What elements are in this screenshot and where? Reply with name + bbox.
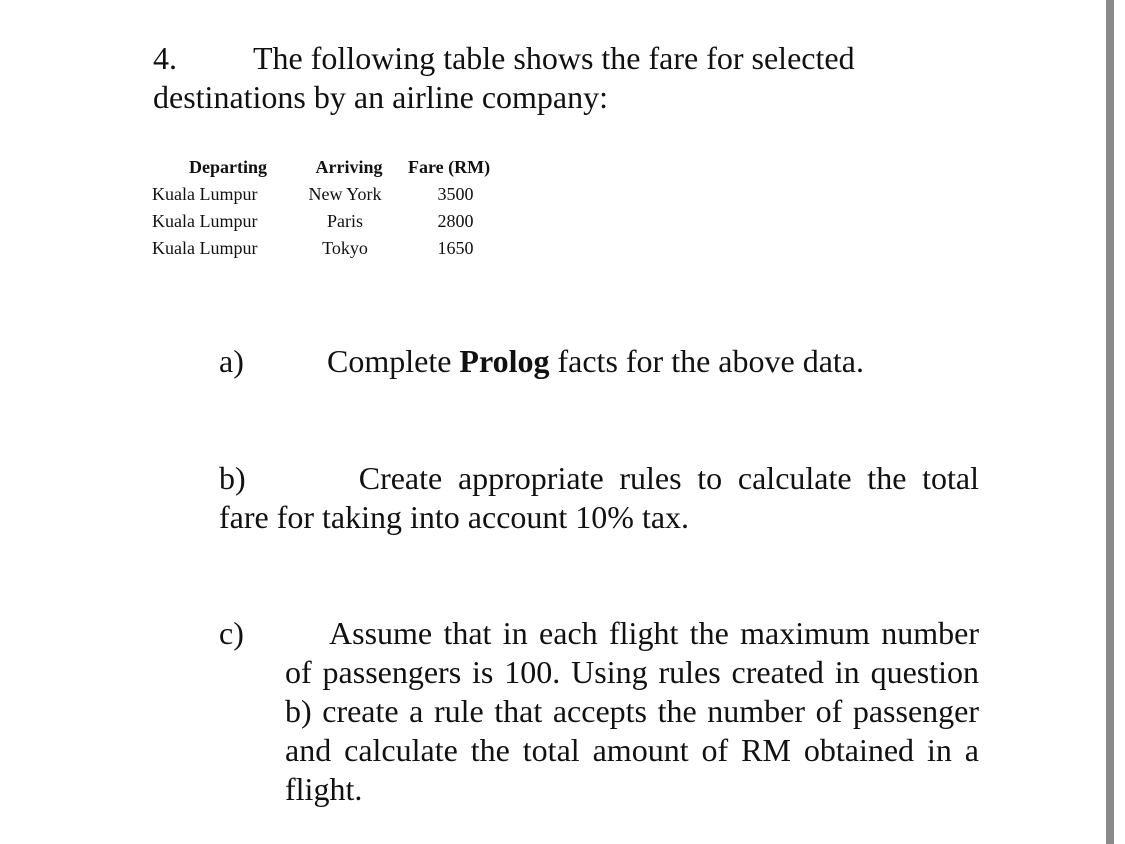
- cell-fare: 3500: [437, 184, 474, 204]
- question-intro-text-1: The following table shows the fare for selected: [253, 40, 855, 76]
- part-c-line4: and calculate the total amount of RM obtained in a: [285, 732, 979, 768]
- header-departing: Departing: [189, 156, 267, 177]
- part-b-word: the: [867, 460, 907, 496]
- table-row: [152, 208, 517, 235]
- part-a-text-after: facts for the above data.: [549, 343, 864, 379]
- fare-table-header-row: [152, 153, 517, 181]
- part-c-line5: flight.: [285, 771, 363, 807]
- header-arriving: Arriving: [315, 156, 383, 177]
- scrollbar-edge: [1106, 0, 1114, 844]
- part-b-word: to: [697, 460, 723, 496]
- question-intro-line2: destinations by an airline company:: [153, 79, 608, 115]
- fare-table: [152, 153, 517, 262]
- cell-fare: 2800: [437, 211, 474, 231]
- cell-arriving: Paris: [327, 211, 363, 231]
- part-c-first-line: [219, 614, 979, 653]
- part-c-label: c): [219, 615, 244, 651]
- part-b-word: calculate: [737, 460, 852, 496]
- part-b: [219, 459, 979, 537]
- part-a: [219, 342, 979, 381]
- part-a-label: a): [219, 343, 244, 379]
- part-c: [219, 614, 979, 809]
- part-b-line1: [219, 459, 979, 498]
- part-b-word: Create: [358, 460, 443, 496]
- cell-departing: Kuala Lumpur: [152, 184, 258, 204]
- part-b-word: appropriate: [457, 460, 604, 496]
- cell-arriving: New York: [308, 184, 382, 204]
- question-number: 4.: [153, 40, 177, 76]
- part-c-body: [285, 653, 979, 809]
- table-row: [152, 181, 517, 208]
- cell-fare: 1650: [437, 238, 474, 258]
- part-a-text-bold: Prolog: [459, 343, 550, 379]
- question-intro-line1: [153, 39, 913, 78]
- part-b-word: rules: [619, 460, 682, 496]
- question-intro: [153, 39, 913, 117]
- part-b-label: b): [219, 460, 246, 496]
- table-row: [152, 235, 517, 262]
- part-b-word: total: [922, 460, 979, 496]
- cell-arriving: Tokyo: [322, 238, 368, 258]
- header-fare: Fare (RM): [408, 156, 491, 177]
- part-c-line3: b) create a rule that accepts the number of passenger: [285, 693, 979, 729]
- part-a-text-before: Complete: [327, 343, 460, 379]
- part-c-line1: Assume that in each flight the maximum number: [329, 615, 979, 651]
- part-b-line2: fare for taking into account 10% tax.: [219, 499, 690, 535]
- cell-departing: Kuala Lumpur: [152, 238, 258, 258]
- cell-departing: Kuala Lumpur: [152, 211, 258, 231]
- part-c-line2: of passengers is 100. Using rules created in question: [285, 654, 979, 690]
